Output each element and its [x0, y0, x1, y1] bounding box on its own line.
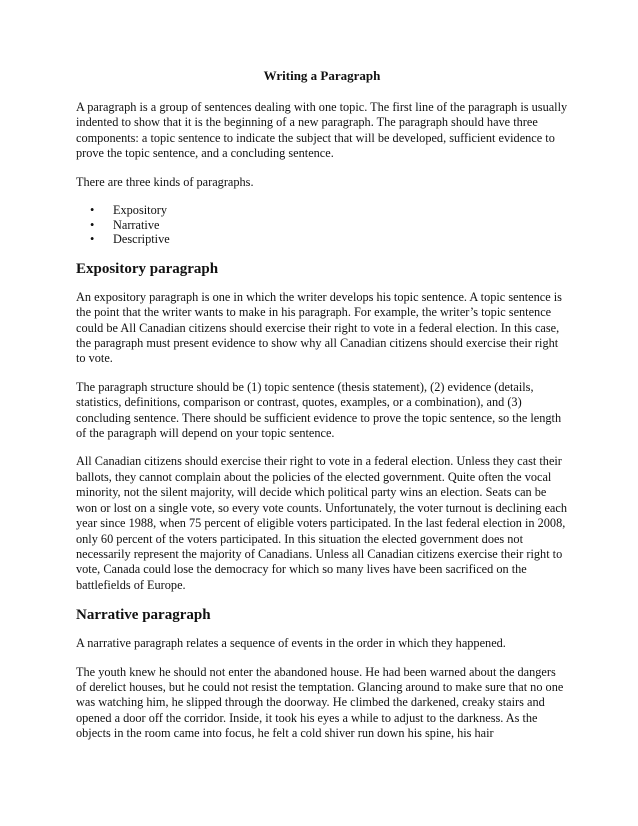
- narrative-heading: Narrative paragraph: [76, 607, 211, 624]
- list-item: • Expository: [90, 203, 568, 218]
- list-item: • Narrative: [90, 218, 568, 233]
- narrative-paragraph-2: The youth knew he should not enter the abandoned house. He had been warned about the dangers of derelict houses, but he could not resist the temptation. Glancing around to make sure that no one was watching him, he slipped through the doorway. He climbed the darkened, creaky stairs and opened a door off the corridor. Inside, it took his eyes a while to adjust to the darkness. As the objects in the room came into focus, he felt a cold shiver run down his spine, his hair: [76, 664, 564, 741]
- intro-paragraph: A paragraph is a group of sentences dealing with one topic. The first line of the paragraph is usually indented to show that it is the beginning of a new paragraph. The paragraph should have three components: a topic sentence to indicate the subject that will be developed, sufficient evidence to prove the topic sentence, and a concluding sentence.: [76, 100, 568, 161]
- page-title: Writing a Paragraph: [263, 68, 381, 83]
- expository-paragraph-1: An expository paragraph is one in which the writer develops his topic sentence. A topic sentence is the point that the writer wants to make in his paragraph. For example, the writer’s topic sentence could be All Canadian citizens should exercise their right to vote in a federal election. In this case, the paragraph must present evidence to show why all Canadian citizens should exercise their right to vote.: [76, 289, 562, 366]
- expository-paragraph-2: The paragraph structure should be (1) topic sentence (thesis statement), (2) evidence (details, statistics, definitions, comparison or contrast, quotes, examples, or a combination), and (3) concluding sentence. There should be sufficient evidence to prove the topic sentence, so the length of the paragraph will depend on your topic sentence.: [76, 379, 562, 441]
- document-body: [76, 68, 568, 755]
- expository-paragraph-3: All Canadian citizens should exercise their right to vote in a federal election. Unless they cast their ballots, they cannot complain about the policies of the elected government. Quite often the vocal minority, not the silent majority, will decide which political party wins an election. Seats can be won or lost on a single vote, so every vote counts. Unfortunately, the voter turnout is declining each year since 1988, when 75 percent of eligible voters participated. In the last federal election in 2008, only 60 percent of the voters participated. In this situation the elected government does not necessarily represent the majority of Canadians. Unless all Canadian citizens exercise their right to vote, Canada could lose the democracy for which so many lives have been sacrificed on the battlefields of Europe.: [76, 454, 567, 592]
- narrative-paragraph-1: A narrative paragraph relates a sequence of events in the order in which they happened.: [76, 636, 506, 651]
- kinds-intro: There are three kinds of paragraphs.: [76, 174, 254, 189]
- list-item: • Descriptive: [90, 232, 568, 247]
- expository-heading: Expository paragraph: [76, 260, 219, 277]
- paragraph-kinds-list: [76, 203, 568, 247]
